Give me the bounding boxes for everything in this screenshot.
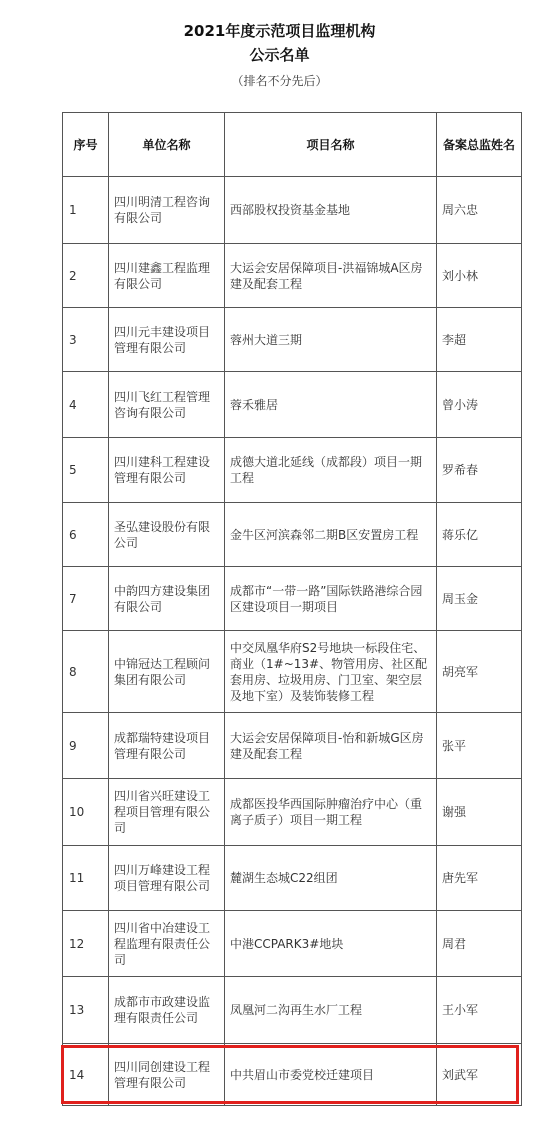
table-row (63, 713, 522, 779)
supervision-table (62, 112, 522, 1106)
ranking-note: （排名不分先后） (231, 74, 328, 88)
company-name: 成都市市政建设监理有限责任公司 (109, 977, 225, 1044)
column-header-no: 序号 (63, 113, 109, 177)
director-name: 蒋乐亿 (437, 503, 522, 567)
column-header-project: 项目名称 (225, 113, 437, 177)
director-name: 谢强 (437, 779, 522, 846)
page-title: 2021年度示范项目监理机构 (183, 22, 376, 40)
project-name: 中港CCPARK3#地块 (225, 911, 437, 977)
project-name: 大运会安居保障项目-洪福锦城A区房建及配套工程 (225, 244, 437, 308)
company-name: 四川建鑫工程监理有限公司 (109, 244, 225, 308)
project-name: 成都医投华西国际肿瘤治疗中心（重离子质子）项目一期工程 (225, 779, 437, 846)
table-row (63, 567, 522, 631)
column-header-company: 单位名称 (109, 113, 225, 177)
project-name: 凤凰河二沟再生水厂工程 (225, 977, 437, 1044)
table-row (63, 911, 522, 977)
row-no: 2 (63, 244, 109, 308)
row-no: 3 (63, 308, 109, 372)
table-row (63, 438, 522, 503)
table-row (63, 372, 522, 438)
director-name: 周君 (437, 911, 522, 977)
project-name: 西部股权投资基金基地 (225, 177, 437, 244)
company-name: 四川明清工程咨询有限公司 (109, 177, 225, 244)
project-name: 中交凤凰华府S2号地块一标段住宅、商业（1#~13#、物管用房、社区配套用房、垃圾用房、门卫室、架空层及地下室）及装饰装修工程 (225, 631, 437, 713)
row-no: 13 (63, 977, 109, 1044)
table-row (63, 177, 522, 244)
director-name: 王小军 (437, 977, 522, 1044)
row-no: 9 (63, 713, 109, 779)
company-name: 四川省中冶建设工程监理有限责任公司 (109, 911, 225, 977)
row-no: 8 (63, 631, 109, 713)
company-name: 四川建科工程建设管理有限公司 (109, 438, 225, 503)
director-name: 唐先军 (437, 846, 522, 911)
company-name: 四川省兴旺建设工程项目管理有限公司 (109, 779, 225, 846)
director-name: 曾小涛 (437, 372, 522, 438)
row-no: 4 (63, 372, 109, 438)
company-name: 四川万峰建设工程项目管理有限公司 (109, 846, 225, 911)
row-no: 1 (63, 177, 109, 244)
row-no: 14 (63, 1044, 109, 1106)
table-row (63, 503, 522, 567)
director-name: 李超 (437, 308, 522, 372)
company-name: 中锦冠达工程顾问集团有限公司 (109, 631, 225, 713)
director-name: 周六忠 (437, 177, 522, 244)
table-row (63, 779, 522, 846)
row-no: 11 (63, 846, 109, 911)
project-name: 成都市“一带一路”国际铁路港综合园区建设项目一期项目 (225, 567, 437, 631)
page-subtitle: 公示名单 (249, 46, 310, 64)
project-name: 中共眉山市委党校迁建项目 (225, 1044, 437, 1106)
table-row (63, 977, 522, 1044)
table-row (63, 846, 522, 911)
project-name: 蓉禾雅居 (225, 372, 437, 438)
project-name: 蓉州大道三期 (225, 308, 437, 372)
project-name: 麓湖生态城C22组团 (225, 846, 437, 911)
table-row (63, 244, 522, 308)
company-name: 中韵四方建设集团有限公司 (109, 567, 225, 631)
company-name: 四川飞红工程管理咨询有限公司 (109, 372, 225, 438)
row-no: 10 (63, 779, 109, 846)
row-no: 6 (63, 503, 109, 567)
company-name: 四川元丰建设项目管理有限公司 (109, 308, 225, 372)
project-name: 成德大道北延线（成都段）项目一期工程 (225, 438, 437, 503)
row-no: 7 (63, 567, 109, 631)
director-name: 周玉金 (437, 567, 522, 631)
company-name: 四川同创建设工程管理有限公司 (109, 1044, 225, 1106)
director-name: 刘小林 (437, 244, 522, 308)
company-name: 圣弘建设股份有限公司 (109, 503, 225, 567)
company-name: 成都瑞特建设项目管理有限公司 (109, 713, 225, 779)
director-name: 胡亮军 (437, 631, 522, 713)
column-header-director: 备案总监姓名 (437, 113, 522, 177)
row-no: 5 (63, 438, 109, 503)
project-name: 大运会安居保障项目-怡和新城G区房建及配套工程 (225, 713, 437, 779)
table-row (63, 308, 522, 372)
table-row (63, 631, 522, 713)
director-name: 张平 (437, 713, 522, 779)
director-name: 罗希春 (437, 438, 522, 503)
project-name: 金牛区河滨森邻二期B区安置房工程 (225, 503, 437, 567)
director-name: 刘武军 (437, 1044, 522, 1106)
row-no: 12 (63, 911, 109, 977)
highlight-box (61, 1045, 519, 1104)
table-header-row (63, 113, 522, 177)
